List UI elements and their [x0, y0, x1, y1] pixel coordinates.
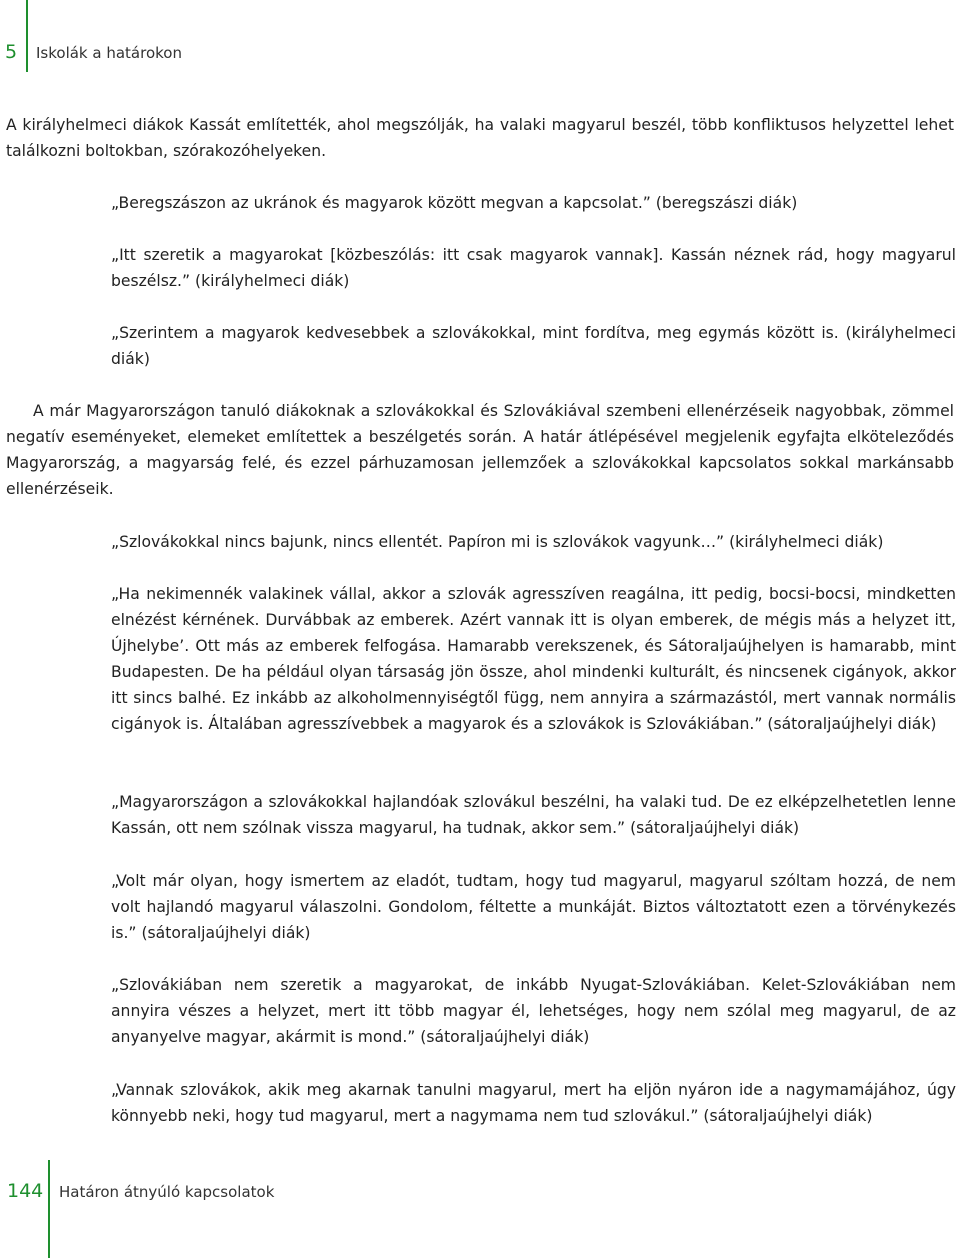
quote-paragraph: „Volt már olyan, hogy ismertem az eladót, tudtam, hogy tud magyarul, magyarul szóltam hozzá, de nem volt hajlandó magyarul válaszolni. Gondolom, féltette a munkáját. Biztos változtatott ezen a törvénykezés is.” (sátoraljaújhelyi diák)	[111, 872, 956, 942]
page-footer	[0, 1160, 960, 1258]
quote-paragraph: „Szlovákokkal nincs bajunk, nincs ellentét. Papíron mi is szlovákok vagyunk…” (királyhelmeci diák)	[111, 533, 884, 551]
book-title: Határon átnyúló kapcsolatok	[59, 1183, 275, 1201]
quote-paragraph: „Szlovákiában nem szeretik a magyarokat, de inkább Nyugat-Szlovákiában. Kelet-Szlovákiában nem annyira vészes a helyzet, mert itt több magyar él, lehetséges, hogy nem szólal meg magyarul, de az anyanyelve magyar, akármit is mond.” (sátoraljaújhelyi diák)	[111, 976, 956, 1046]
quote-paragraph: „Szerintem a magyarok kedvesebbek a szlovákokkal, mint fordítva, meg egymás között is. (királyhelmeci diák)	[111, 324, 956, 368]
quote-paragraph: „Itt szeretik a magyarokat [közbeszólás: itt csak magyarok vannak]. Kassán néznek rád, hogy magyarul beszélsz.” (királyhelmeci diák)	[111, 246, 956, 290]
page-number: 144	[7, 1180, 44, 1202]
body-paragraph: A királyhelmeci diákok Kassát említették, ahol megszólják, ha valaki magyarul beszél, több konfliktusos helyzettel lehet találkozni boltokban, szórakozóhelyeken.	[6, 116, 954, 160]
quote-paragraph: „Vannak szlovákok, akik meg akarnak tanulni magyarul, mert ha eljön nyáron ide a nagymamájához, úgy könnyebb neki, hogy tud magyarul, mert a nagymama nem tud szlovákul.” (sátoraljaújhelyi diák)	[111, 1081, 956, 1125]
header-divider	[26, 0, 28, 72]
chapter-number: 5	[5, 41, 18, 63]
quote-paragraph: „Beregszászon az ukránok és magyarok között megvan a kapcsolat.” (beregszászi diák)	[111, 194, 798, 212]
chapter-title: Iskolák a határokon	[36, 44, 182, 62]
footer-divider	[48, 1160, 50, 1258]
body-paragraph: A már Magyarországon tanuló diákoknak a szlovákokkal és Szlovákiával szembeni ellenérzéseik nagyobbak, zömmel negatív eseményeket, elemeket említettek a beszélgetés során. A határ átlépésével megjelenik egyfajta elköteleződés Magyarország, a magyarság felé, és ezzel párhuzamosan jellemzőek a szlovákokkal kapcsolatos sokkal markánsabb ellenérzéseik.	[6, 402, 954, 498]
page-header	[0, 0, 960, 100]
quote-paragraph: „Ha nekimennék valakinek vállal, akkor a szlovák agresszíven reagálna, itt pedig, bocsi-bocsi, mindketten elnézést kérnének. Durvábbak az emberek. Azért vannak itt is olyan emberek, de mégis más a helyzet itt, Újhelybe’. Ott más az emberek felfogása. Hamarabb verekszenek, és Sátoraljaújhelyen is hamarabb, mint Budapesten. De ha például olyan társaság jön össze, ahol mindenki kulturált, és nincsenek cigányok, akkor itt sincs balhé. Ez inkább az alkoholmennyiségtől függ, nem annyira a származástól, mert vannak normális cigányok is. Általában agresszívebbek a magyarok és a szlovákok is Szlovákiában.” (sátoraljaújhelyi diák)	[111, 585, 956, 733]
quote-paragraph: „Magyarországon a szlovákokkal hajlandóak szlovákul beszélni, ha valaki tud. De ez elképzelhetetlen lenne Kassán, ott nem szólnak vissza magyarul, ha tudnak, akkor sem.” (sátoraljaújhelyi diák)	[111, 793, 956, 837]
